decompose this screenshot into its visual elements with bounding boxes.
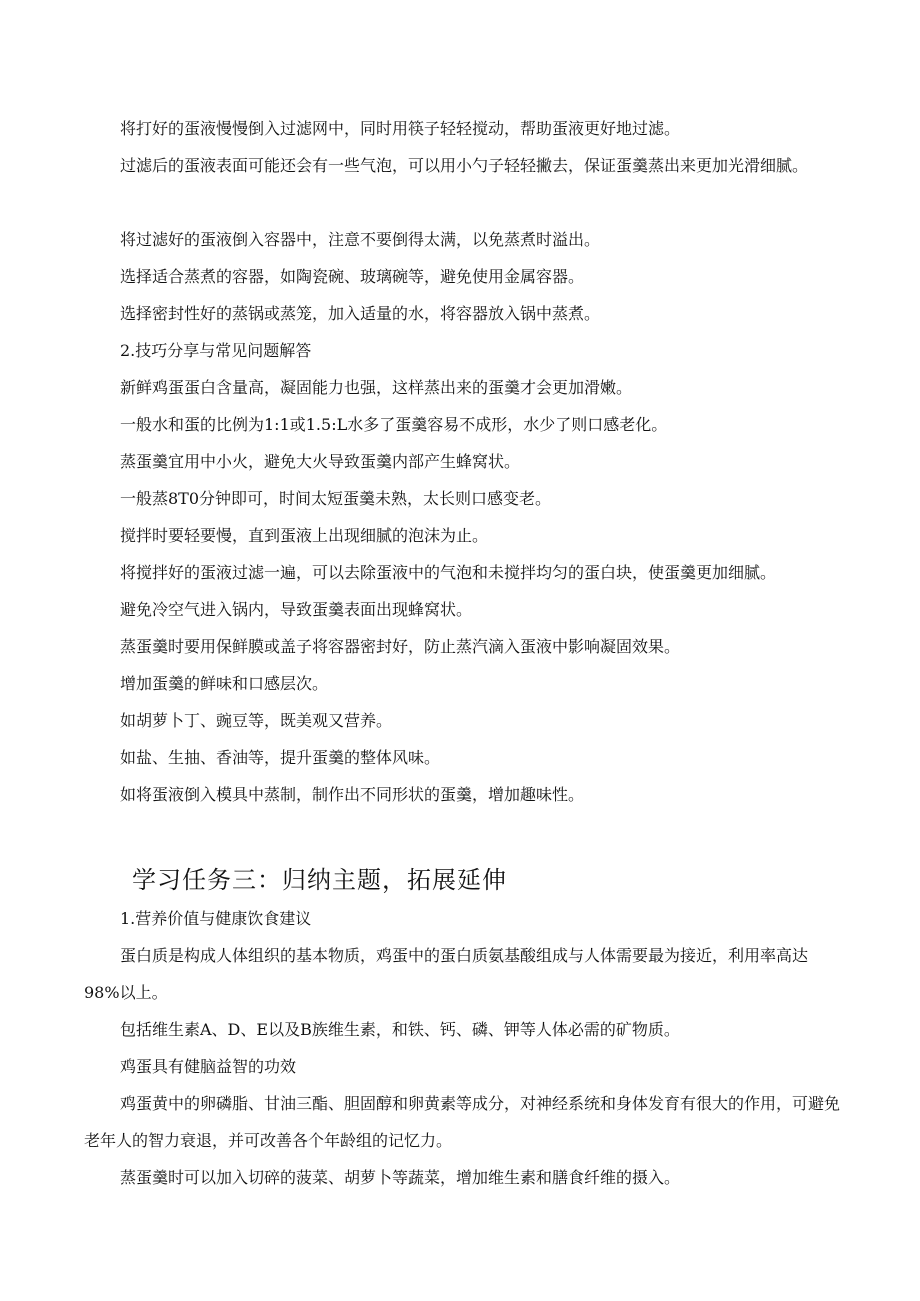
paragraph: 将过滤好的蛋液倒入容器中，注意不要倒得太满，以免蒸煮时溢出。	[120, 230, 601, 249]
paragraph: 如将蛋液倒入模具中蒸制，制作出不同形状的蛋羹，增加趣味性。	[120, 785, 585, 804]
paragraph: 一般水和蛋的比例为1:1或1.5:L水多了蛋羹容易不成形，水少了则口感老化。	[120, 415, 668, 434]
paragraph: 蒸蛋羹宜用中小火，避免大火导致蛋羹内部产生蜂窝状。	[120, 452, 521, 471]
paragraph: 增加蛋羹的鲜味和口感层次。	[120, 674, 329, 693]
paragraph: 蒸蛋羹时可以加入切碎的菠菜、胡萝卜等蔬菜，增加维生素和膳食纤维的摄入。	[120, 1168, 681, 1187]
paragraph: 选择密封性好的蒸锅或蒸笼，加入适量的水，将容器放入锅中蒸煮。	[120, 304, 601, 323]
paragraph: 鸡蛋具有健脑益智的功效	[120, 1057, 297, 1076]
paragraph: 搅拌时要轻要慢，直到蛋液上出现细腻的泡沫为止。	[120, 526, 489, 545]
paragraph: 包括维生素A、D、E以及B族维生素，和铁、钙、磷、钾等人体必需的矿物质。	[120, 1020, 680, 1039]
paragraph: 过滤后的蛋液表面可能还会有一些气泡，可以用小勺子轻轻撇去，保证蛋羹蒸出来更加光滑细腻。	[120, 156, 809, 175]
section-heading: 学习任务三：归纳主题，拓展延伸	[132, 866, 507, 894]
paragraph: 蒸蛋羹时要用保鲜膜或盖子将容器密封好，防止蒸汽滴入蛋液中影响凝固效果。	[120, 637, 681, 656]
paragraph: 避免冷空气进入锅内，导致蛋羹表面出现蜂窝状。	[120, 600, 473, 619]
paragraph: 将打好的蛋液慢慢倒入过滤网中，同时用筷子轻轻搅动，帮助蛋液更好地过滤。	[120, 119, 681, 138]
paragraph: 将搅拌好的蛋液过滤一遍，可以去除蛋液中的气泡和未搅拌均匀的蛋白块，使蛋羹更加细腻。	[120, 563, 777, 582]
paragraph: 新鲜鸡蛋蛋白含量高，凝固能力也强，这样蒸出来的蛋羹才会更加滑嫩。	[120, 378, 633, 397]
paragraph: 一般蒸8T0分钟即可，时间太短蛋羹未熟，太长则口感变老。	[120, 489, 552, 508]
paragraph: 如胡萝卜丁、豌豆等，既美观又营养。	[120, 711, 393, 730]
paragraph: 选择适合蒸煮的容器，如陶瓷碗、玻璃碗等，避免使用金属容器。	[120, 267, 585, 286]
subheading: 2.技巧分享与常见问题解答	[120, 341, 312, 360]
paragraph: 鸡蛋黄中的卵磷脂、甘油三酯、胆固醇和卵黄素等成分，对神经系统和身体发育有很大的作用，可避免老年人的智力衰退，并可改善各个年龄组的记忆力。	[84, 1094, 841, 1150]
paragraph: 蛋白质是构成人体组织的基本物质，鸡蛋中的蛋白质氨基酸组成与人体需要最为接近，利用率高达98%以上。	[84, 946, 809, 1002]
subheading: 1.营养价值与健康饮食建议	[120, 909, 312, 928]
paragraph: 如盐、生抽、香油等，提升蛋羹的整体风味。	[120, 748, 441, 767]
